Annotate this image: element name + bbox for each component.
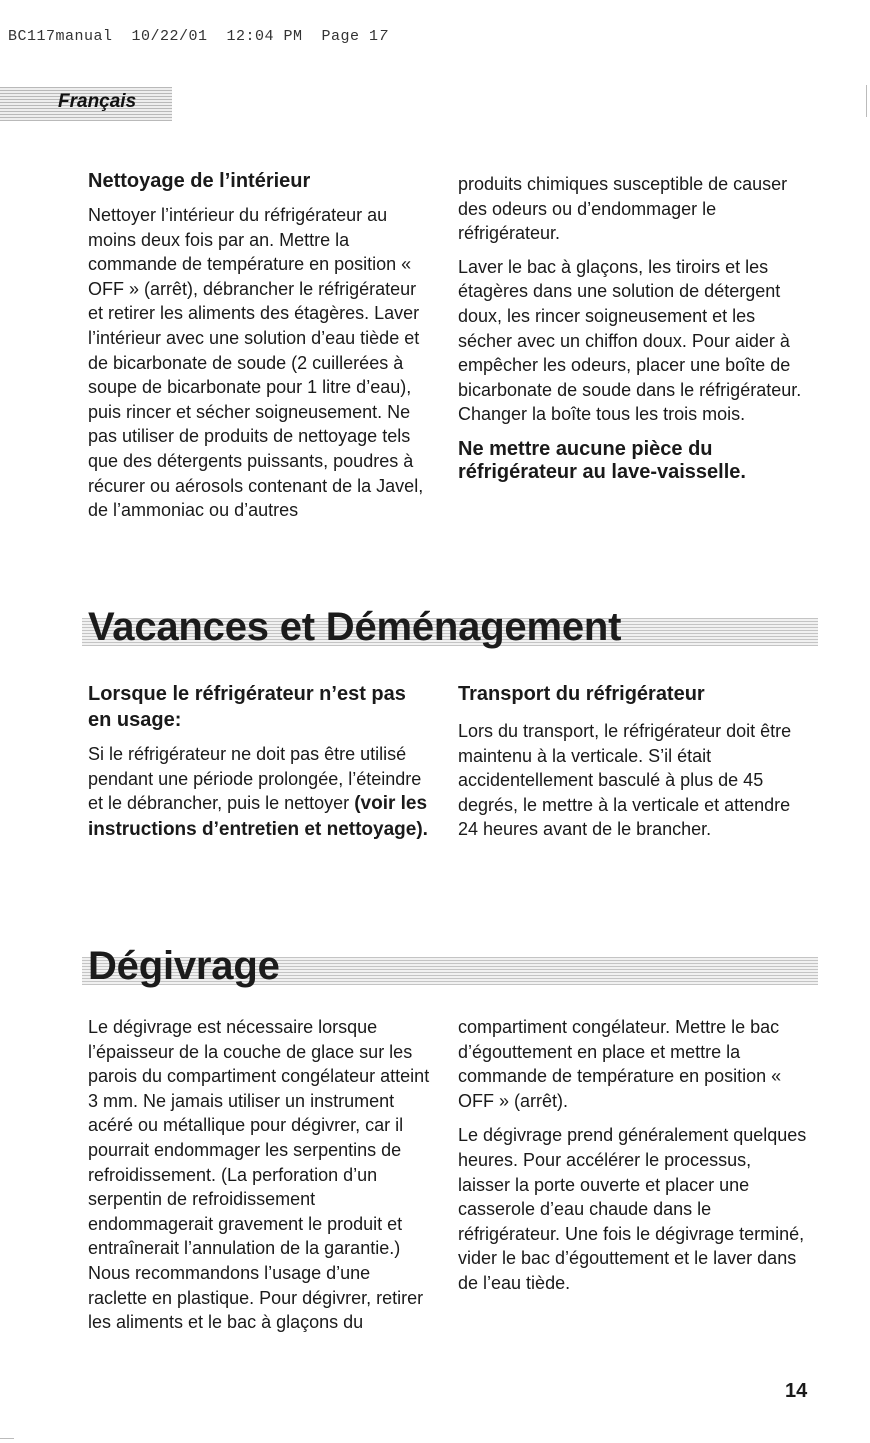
vacation-paragraph-not-in-use (88, 742, 433, 842)
slug-handwritten-mark: 7 (378, 28, 389, 45)
page-number: 14 (785, 1380, 808, 1402)
defrost-right-column (458, 1015, 808, 1296)
interior-right-column (458, 172, 808, 485)
defrost-paragraph-1: Le dégivrage est nécessaire lorsque l’épaisseur de la couche de glace sur les parois du compartiment congélateur atteint 3 mm. Ne jamais utiliser un instrument acéré ou métallique pour dégivrer, car il pourrait endommager les serpentins de refroidissement. (La perforation d’un serpentin de refroidissement endommagerait gravement le produit et entraînerait l’annulation de la garantie.) Nous recommandons l’usage d’une raclette en plastique. Pour dégivrer, retirer les aliments et le bac à glaçons du (88, 1017, 430, 1333)
interior-left-column (88, 168, 433, 523)
crop-mark-right (866, 85, 867, 117)
interior-heading: Nettoyage de l’intérieur (88, 170, 311, 192)
defrost-paragraph-2: Le dégivrage prend généralement quelques heures. Pour accélérer le processus, laisser la porte ouverte et placer une casserole d’eau chaude dans le réfrigérateur. Une fois le dégivrage terminé, vider le bac d’égouttement et le laver dans de l’eau tiède. (458, 1125, 807, 1293)
crop-mark-bottom-left (0, 1438, 14, 1439)
vacation-subheading-transport: Transport du réfrigérateur (458, 683, 705, 705)
interior-paragraph-1-continued: produits chimiques susceptible de causer des odeurs ou d’endommager le réfrigérateur. (458, 174, 788, 244)
vacation-paragraph-transport: Lors du transport, le réfrigérateur doit être maintenu à la verticale. S’il était accidentellement basculé à plus de 45 degrés, le mettre à la verticale et attendre 24 heures avant de le brancher. (458, 721, 792, 840)
slug-text: BC117manual 10/22/01 12:04 PM Page 1 (8, 28, 379, 45)
vacation-left-column (88, 681, 433, 842)
interior-paragraph-2: Laver le bac à glaçons, les tiroirs et les étagères dans une solution de détergent doux, les rincer soigneusement et les sécher avec un chiffon doux. Pour aider à empêcher les odeurs, placer une boîte de bicarbonate de soude dans le réfrigérateur. Changer la boîte tous les trois mois. (458, 256, 802, 425)
interior-warning: Ne mettre aucune pièce du réfrigérateur au lave-vaisselle. (458, 437, 746, 484)
vacation-title: Vacances et Déménagement (88, 605, 622, 649)
vacation-right-column (458, 681, 808, 842)
defrost-paragraph-1-continued: compartiment congélateur. Mettre le bac d’égouttement en place et mettre la commande de température en position « OFF » (arrêt). (458, 1017, 782, 1111)
vacation-text-not-in-use: Si le réfrigérateur ne doit pas être utilisé pendant une période prolongée, l’éteindre et le débrancher, puis le nettoyer (88, 744, 422, 814)
defrost-title: Dégivrage (88, 944, 280, 988)
vacation-subheading-not-in-use: Lorsque le réfrigérateur n’est pas en usage: (88, 683, 406, 731)
interior-paragraph-1: Nettoyer l’intérieur du réfrigérateur au moins deux fois par an. Mettre la commande de température en position « OFF » (arrêt), débrancher le réfrigérateur et retirer les aliments des étagères. Laver l’intérieur avec une solution d’eau tiède et de bicarbonate de soude (2 cuillerées à soupe de bicarbonate pour 1 litre d’eau), puis rincer et sécher soigneusement. Ne pas utiliser de produits de nettoyage tels que des détergents puissants, poudres à récurer ou aérosols contenant de la Javel, de l’ammoniac ou d’autres (88, 205, 424, 521)
defrost-left-column (88, 1015, 433, 1335)
print-slug (8, 28, 388, 45)
language-tab-label: Français (58, 91, 137, 112)
vacation-text-not-in-use-bold: (voir les instructions d’entretien et nettoyage). (88, 793, 428, 840)
